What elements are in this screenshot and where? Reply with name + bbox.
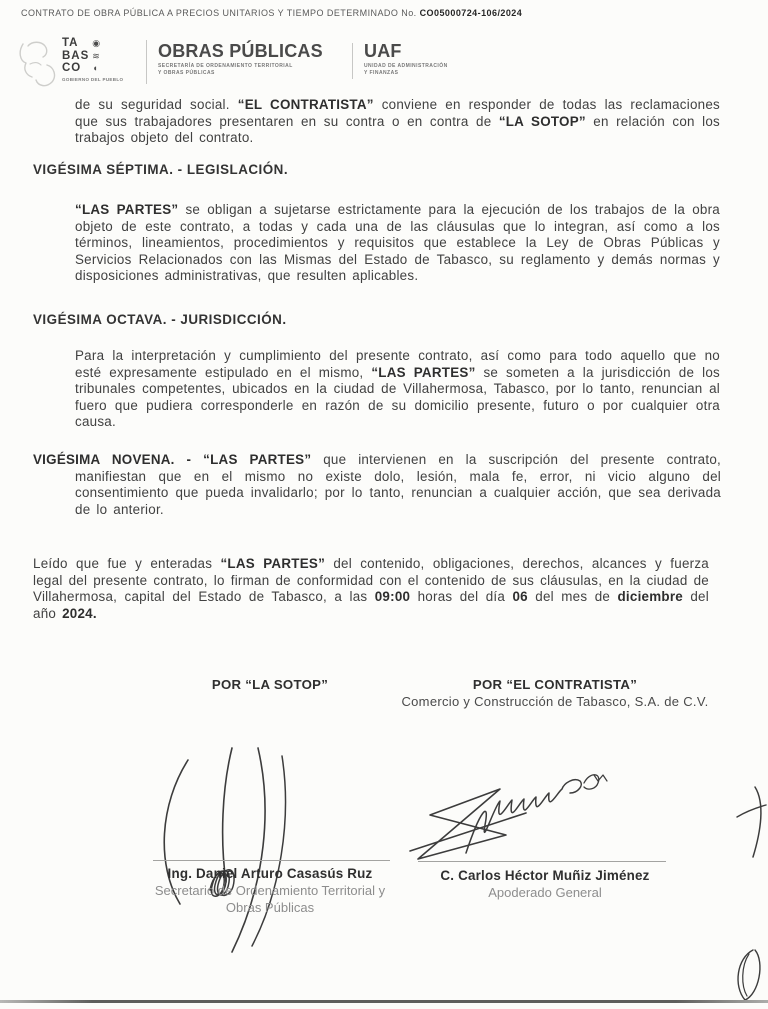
tabasco-line-1: TA — [62, 37, 79, 49]
clause-29-text: que intervienen en la suscripción del presente contrato, manifiestan que en el mismo no existe dolo, lesión, mala fe, error, ni vicio alguno del consentimiento que pueda invalidarlo; por lo tanto, renuncian a cualquier acción, que sea derivada de lo anterior. — [75, 452, 721, 517]
tabasco-tagline: GOBIERNO DEL PUEBLO — [62, 76, 124, 82]
clause-28-heading: VIGÉSIMA OCTAVA. - JURISDICCIÓN. — [33, 312, 287, 327]
intro-text: de su seguridad social. — [75, 97, 238, 112]
uaf-subtitle — [364, 63, 448, 76]
signing-year: 2024. — [62, 605, 97, 621]
signing-time: 09:00 — [374, 589, 411, 605]
jaguar-emblem-icon — [14, 38, 60, 90]
logo-row — [14, 36, 574, 94]
tabasco-glyph-icon: ≋ — [92, 50, 100, 61]
closing-text: Leído que fue y enteradas — [33, 556, 221, 571]
clause-29-body — [33, 452, 721, 518]
sotop-signature-handwriting — [130, 742, 390, 957]
las-partes-term: “LAS PARTES” — [371, 364, 476, 380]
sotop-role-line-1: Secretario de Ordenamiento Territorial y — [154, 883, 386, 898]
tabasco-wordmark — [62, 37, 89, 75]
uaf-logo — [364, 42, 448, 76]
la-sotop-term: “LA SOTOP” — [498, 113, 586, 129]
intro-text: conviene en responder de todas las reclamaciones que sus trabajadores presentaren en su contra o en contra de — [75, 97, 720, 129]
signing-day: 06 — [512, 589, 528, 605]
closing-text: horas del día — [410, 589, 513, 605]
clause-27-heading: VIGÉSIMA SÉPTIMA. - LEGISLACIÓN. — [33, 162, 289, 177]
uaf-subtitle-line-2: Y FINANZAS — [364, 69, 399, 76]
las-partes-term: “LAS PARTES” — [220, 556, 326, 571]
contratista-signer-role: Apoderado General — [488, 885, 602, 900]
sotop-signer-role — [110, 883, 430, 916]
clause-29-heading: VIGÉSIMA NOVENA. - “LAS PARTES” — [33, 452, 312, 467]
contract-header-line — [21, 8, 751, 18]
page-bottom-edge — [0, 1000, 768, 1003]
obras-publicas-subtitle — [158, 63, 323, 76]
obras-publicas-title: OBRAS PÚBLICAS — [158, 41, 323, 61]
contratista-signer-name: C. Carlos Héctor Muñiz Jiménez — [440, 868, 650, 883]
tabasco-logo — [62, 37, 123, 82]
contratista-signature-handwriting — [408, 773, 638, 873]
edge-signature-mark — [731, 946, 768, 1004]
logo-divider — [352, 43, 353, 79]
clause-28-text: se someten a la jurisdicción de los tribunales competentes, ubicados en la ciudad de Villahermosa, Tabasco, por lo tanto, renuncian al fuero que pudiera corresponderle en razón de su domicilio presente, futuro o por cualquier otra causa. — [75, 364, 720, 430]
sotop-signer-name: Ing. Daniel Arturo Casasús Ruz — [167, 866, 373, 881]
sotop-signature-line — [153, 860, 390, 861]
intro-paragraph — [75, 97, 720, 147]
tabasco-line-3: CO — [62, 62, 82, 74]
las-partes-term: “LAS PARTES” — [75, 202, 179, 217]
tabasco-glyph-icon: ◖ — [92, 63, 98, 73]
sotop-role-line-2: Obras Públicas — [225, 899, 315, 915]
contratista-signature-title — [395, 677, 715, 710]
contratista-signature-line — [418, 861, 666, 862]
closing-text: del año — [33, 589, 709, 621]
tabasco-pattern-icons — [92, 37, 100, 75]
closing-paragraph — [33, 556, 709, 622]
clause-28-body — [75, 348, 720, 431]
clause-28-text: Para la interpretación y cumplimiento del presente contrato, así como para todo aquello que no esté expresamente estipulado en el mismo, — [75, 348, 720, 380]
closing-text: del mes de — [527, 589, 618, 605]
contract-number: CO05000724-106/2024 — [419, 8, 523, 18]
clause-27-body — [75, 202, 720, 285]
closing-text: del contenido, obligaciones, derechos, alcances y fuerza legal del presente contrato, lo firman de conformidad con el contenido de sus cláusulas, en la ciudad de Villahermosa, capital del Estado de Tabasco, a las — [33, 556, 709, 605]
logo-divider — [146, 40, 147, 84]
obras-subtitle-line-2: Y OBRAS PÚBLICAS — [158, 69, 215, 76]
obras-subtitle-line-1: SECRETARÍA DE ORDENAMIENTO TERRITORIAL — [158, 63, 293, 69]
intro-text: en relación con los trabajos objeto del contrato. — [75, 113, 720, 146]
signing-month: diciembre — [617, 589, 683, 605]
tabasco-line-2: BAS — [62, 49, 90, 62]
tabasco-glyph-icon: ◉ — [92, 38, 101, 48]
clause-27-text: se obligan a sujetarse estrictamente para la ejecución de los trabajos de la obra objeto de este contrato, a todas y cada una de las cláusulas que lo integran, así como a los términos, lineamientos, procedimientos y requisitos que establece la Ley de Obras Públicas y Servicios Relacionados con las Mismas del Estado de Tabasco, su reglamento y demás normas y disposiciones administrativas, que resulten aplicables. — [75, 202, 720, 284]
uaf-subtitle-line-1: UNIDAD DE ADMINISTRACIÓN — [364, 63, 448, 69]
contratista-title-text: POR “EL CONTRATISTA” — [472, 677, 638, 692]
sotop-signature-title: POR “LA SOTOP” — [211, 677, 329, 692]
contractor-company-name: Comercio y Construcción de Tabasco, S.A. de C.V. — [401, 694, 709, 709]
obras-publicas-logo — [158, 42, 323, 76]
el-contratista-term: “EL CONTRATISTA” — [237, 97, 374, 112]
uaf-title: UAF — [364, 41, 402, 61]
edge-signature-mark — [733, 783, 768, 861]
contract-title-text: CONTRATO DE OBRA PÚBLICA A PRECIOS UNITARIOS Y TIEMPO DETERMINADO No. — [21, 8, 420, 18]
